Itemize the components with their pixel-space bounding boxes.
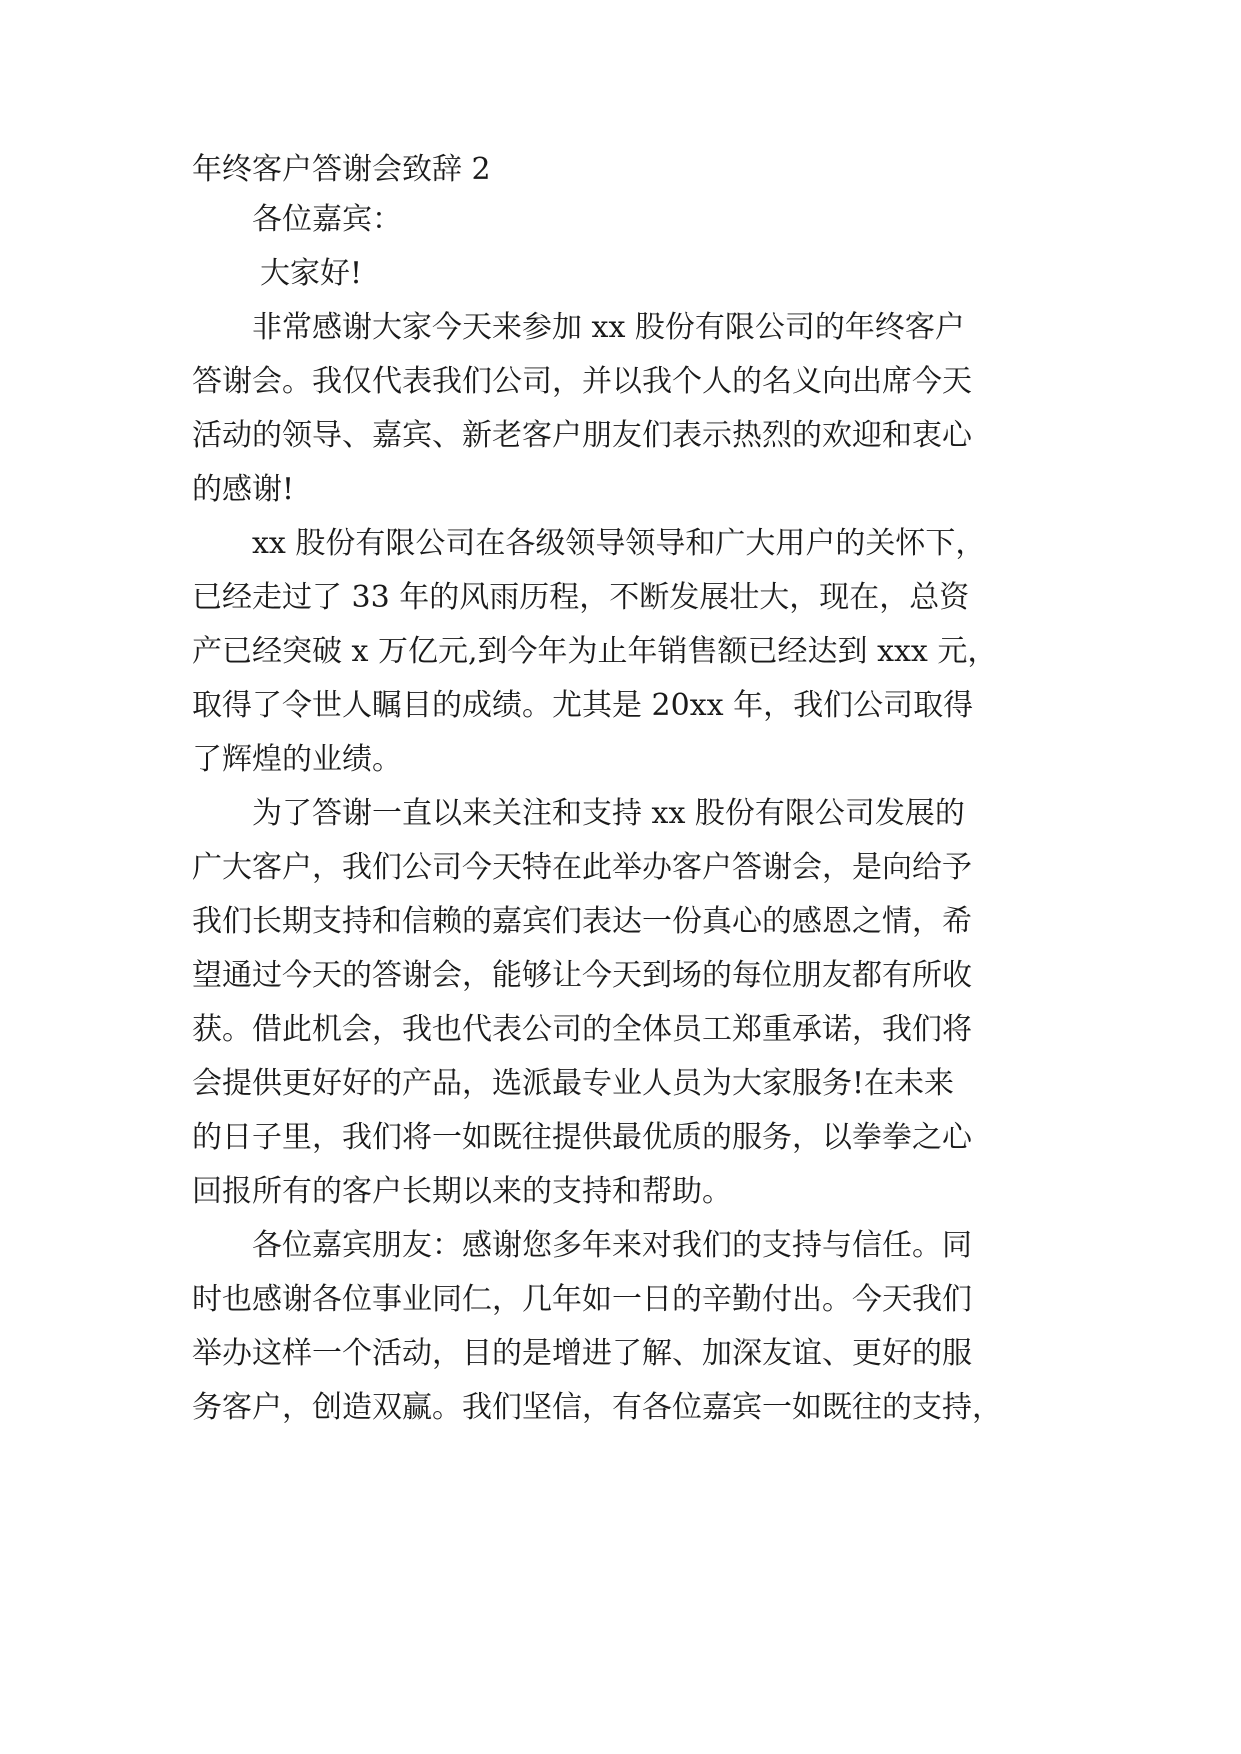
paragraph-line: 取得了令世人瞩目的成绩。尤其是 20xx 年，我们公司取得	[192, 688, 974, 723]
paragraph-line: 广大客户，我们公司今天特在此举办客户答谢会，是向给予	[192, 850, 972, 885]
paragraph-line: 时也感谢各位事业同仁，几年如一日的辛勤付出。今天我们	[192, 1282, 972, 1317]
paragraph-line: 答谢会。我仅代表我们公司，并以我个人的名义向出席今天	[192, 364, 972, 399]
paragraph-line: 务客户，创造双赢。我们坚信，有各位嘉宾一如既往的支持，	[192, 1390, 1002, 1425]
paragraph-line: 我们长期支持和信赖的嘉宾们表达一份真心的感恩之情，希	[192, 904, 972, 939]
paragraph-line: 各位嘉宾朋友：感谢您多年来对我们的支持与信任。同	[252, 1228, 972, 1263]
paragraph-line: 了辉煌的业绩。	[192, 742, 402, 777]
paragraph-line: 已经走过了 33 年的风雨历程，不断发展壮大，现在，总资	[192, 580, 970, 615]
paragraph-line: 产已经突破 x 万亿元,到今年为止年销售额已经达到 xxx 元，	[192, 634, 998, 669]
salutation: 各位嘉宾：	[252, 202, 402, 237]
paragraph-line: 的感谢!	[192, 472, 295, 507]
paragraph-line: 为了答谢一直以来关注和支持 xx 股份有限公司发展的	[252, 796, 965, 831]
paragraph-line: 回报所有的客户长期以来的支持和帮助。	[192, 1174, 732, 1209]
greeting: 大家好!	[260, 256, 363, 291]
paragraph-line: 会提供更好好的产品，选派最专业人员为大家服务!在未来	[192, 1066, 955, 1101]
paragraph-line: 的日子里，我们将一如既往提供最优质的服务，以拳拳之心	[192, 1120, 972, 1155]
paragraph-line: xx 股份有限公司在各级领导领导和广大用户的关怀下，	[252, 526, 986, 561]
paragraph-line: 望通过今天的答谢会，能够让今天到场的每位朋友都有所收	[192, 958, 972, 993]
page-title: 年终客户答谢会致辞 2	[192, 152, 491, 187]
paragraph-line: 获。借此机会，我也代表公司的全体员工郑重承诺，我们将	[192, 1012, 972, 1047]
paragraph-line: 非常感谢大家今天来参加 xx 股份有限公司的年终客户	[252, 310, 965, 345]
paragraph-line: 举办这样一个活动，目的是增进了解、加深友谊、更好的服	[192, 1336, 972, 1371]
paragraph-line: 活动的领导、嘉宾、新老客户朋友们表示热烈的欢迎和衷心	[192, 418, 972, 453]
